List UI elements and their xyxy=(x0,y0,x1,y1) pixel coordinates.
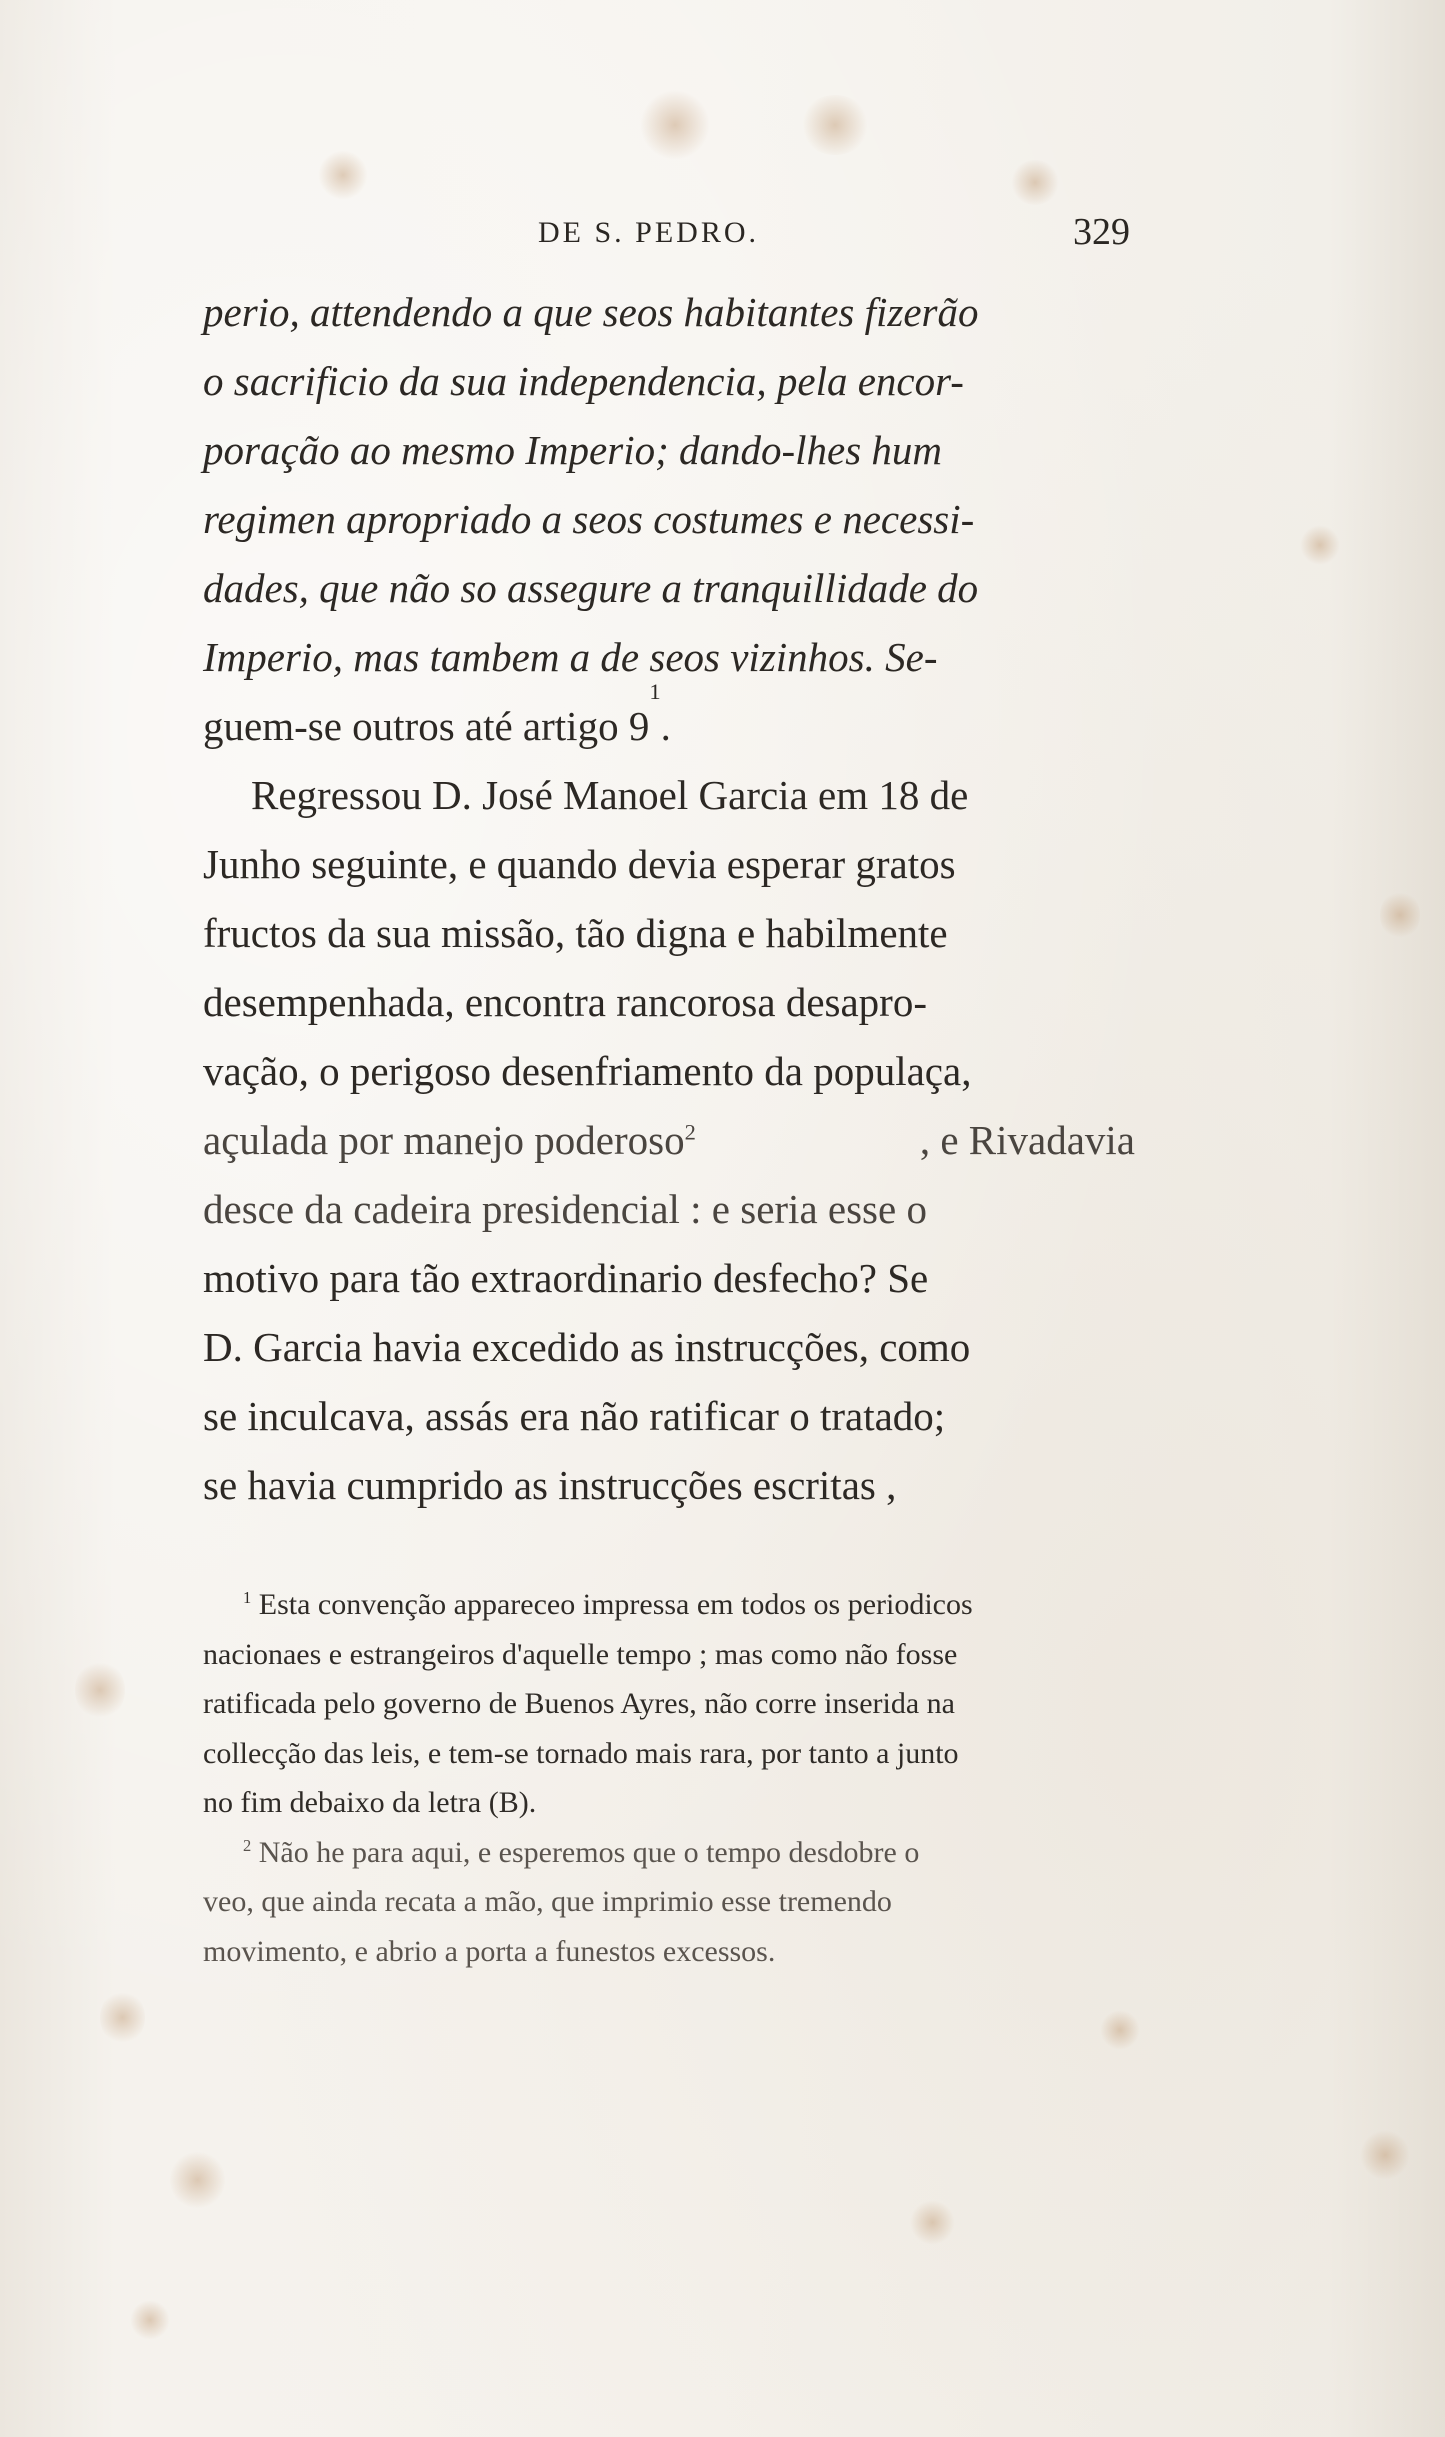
stain-mark xyxy=(640,90,710,160)
footnotes xyxy=(203,1580,1135,1976)
text-line: perio, attendendo a que seos habitantes fizerão xyxy=(203,289,979,335)
stain-mark xyxy=(170,2150,225,2210)
text-line: regimen apropriado a seos costumes e necessi- xyxy=(203,496,975,542)
text-line: desempenhada, encontra rancorosa desapro- xyxy=(203,979,927,1025)
footnote-ref: 2 xyxy=(684,1119,696,1145)
page-number: 329 xyxy=(1073,211,1130,253)
text-line: motivo para tão extraordinario desfecho? Se xyxy=(203,1255,929,1301)
text-line: se inculcava, assás era não ratificar o tratado; xyxy=(203,1393,946,1439)
footnote-line: movimento, e abrio a porta a funestos excessos. xyxy=(203,1934,776,1968)
footnote-line: $^2$ Não he para aqui, e esperemos que o tempo desdobre o xyxy=(243,1835,920,1869)
text-line: fructos da sua missão, tão digna e habilmente xyxy=(203,910,948,956)
page-header xyxy=(200,208,1130,258)
text-line: vação, o perigoso desenfriamento da populaça, xyxy=(203,1048,972,1094)
text-line: dades, que não so assegure a tranquillidade do xyxy=(203,565,979,611)
stain-mark xyxy=(1380,890,1420,940)
stain-mark xyxy=(910,2200,955,2245)
body-text xyxy=(203,278,1135,1520)
stain-mark xyxy=(100,1990,145,2045)
text-line: Junho seguinte, e quando devia esperar gratos xyxy=(203,841,956,887)
stain-mark xyxy=(1300,525,1340,565)
footnote-line: nacionaes e estrangeiros d'aquelle tempo ; mas como não fosse xyxy=(203,1637,958,1671)
stain-mark xyxy=(800,95,870,155)
footnote-line: veo, que ainda recata a mão, que imprimio esse tremendo xyxy=(203,1885,892,1918)
text-line: açulada por manejo poderoso$^2$ , e Rivadavia xyxy=(203,1117,1135,1163)
footnote-ref: 1 xyxy=(649,679,661,704)
stain-mark xyxy=(130,2300,170,2340)
text-line: o sacrificio da sua independencia, pela encor- xyxy=(203,358,964,404)
text-line: Imperio, mas tambem a de seos vizinhos. Se- xyxy=(203,634,938,680)
text-line: D. Garcia havia excedido as instrucções, como xyxy=(203,1324,971,1370)
text-line: poração ao mesmo Imperio; dando-lhes hum xyxy=(203,427,943,473)
footnote-line: collecção das leis, e tem-se tornado mais rara, por tanto a junto xyxy=(203,1736,959,1770)
footnote-line: no fim debaixo da letra (B). xyxy=(203,1786,537,1819)
text-line: desce da cadeira presidencial : e seria esse o xyxy=(203,1186,927,1232)
stain-mark xyxy=(1100,2010,1140,2050)
text-line: se havia cumprido as instrucções escritas , xyxy=(203,1462,897,1508)
footnote-line: ratificada pelo governo de Buenos Ayres, não corre inserida na xyxy=(203,1687,955,1720)
footnote-line: $^1$ Esta convenção appareceo impressa em todos os periodicos xyxy=(243,1588,973,1621)
stain-mark xyxy=(75,1660,125,1720)
running-head: DE S. PEDRO. xyxy=(538,216,760,249)
footnote-mark: 1 xyxy=(243,1588,252,1607)
stain-mark xyxy=(1010,160,1060,205)
text-line: guem-se outros até artigo 9 1 . xyxy=(203,692,1135,761)
stain-mark xyxy=(318,150,368,200)
stain-mark xyxy=(1360,2130,1410,2180)
footnote-mark: 2 xyxy=(243,1835,252,1855)
text-line: Regressou D. José Manoel Garcia em 18 de xyxy=(251,772,969,818)
